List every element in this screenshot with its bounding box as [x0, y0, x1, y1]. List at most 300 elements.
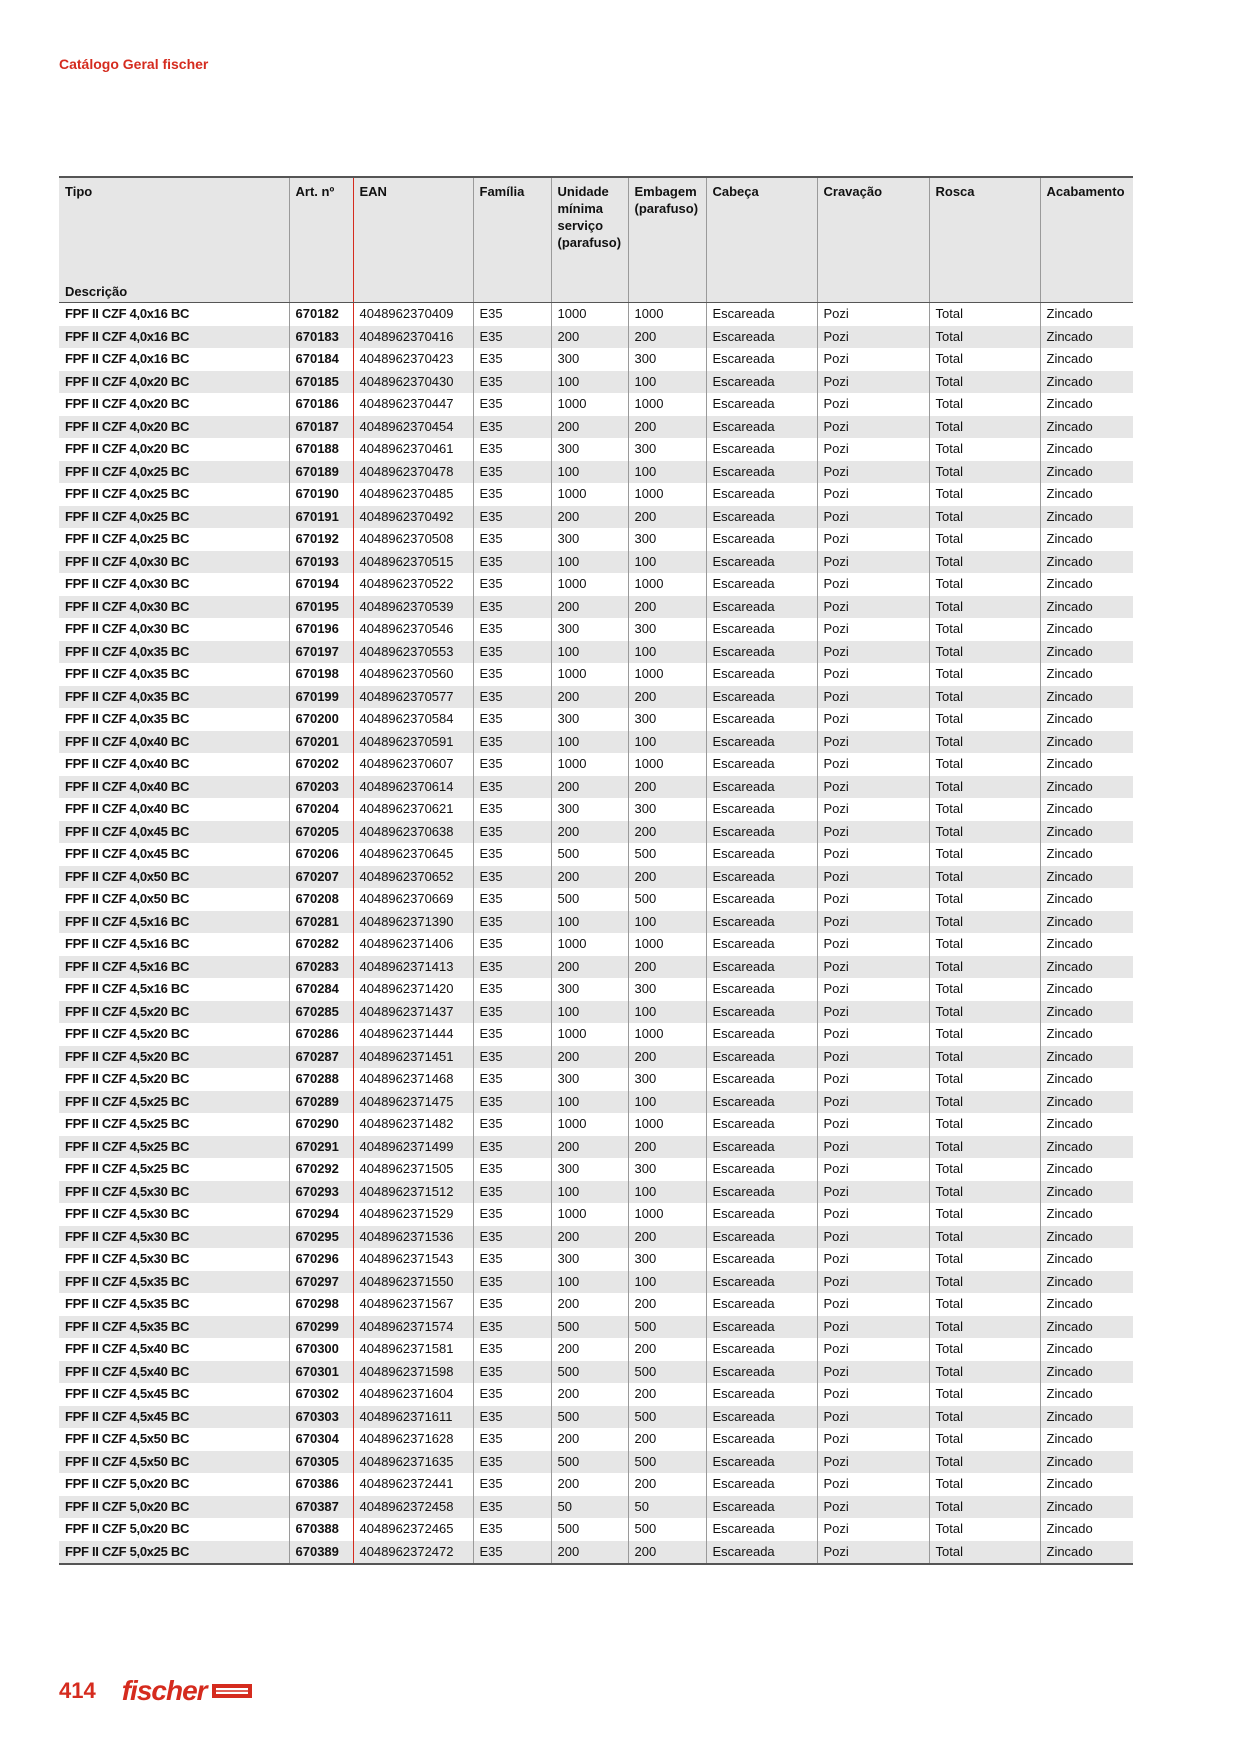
- cell-unidade: 200: [551, 1226, 628, 1249]
- table-row: [59, 776, 1133, 799]
- cell-unidade: 1000: [551, 933, 628, 956]
- cell-cabeca: Escareada: [706, 933, 817, 956]
- cell-familia: E35: [473, 776, 551, 799]
- cell-acabamento: Zincado: [1040, 933, 1133, 956]
- cell-cabeca: Escareada: [706, 303, 817, 326]
- cell-cravacao: Pozi: [817, 1113, 929, 1136]
- table-row: [59, 1068, 1133, 1091]
- cell-rosca: Total: [929, 1271, 1040, 1294]
- cell-acabamento: Zincado: [1040, 1091, 1133, 1114]
- column-header-embagem: Embagem (parafuso): [628, 177, 706, 303]
- cell-ean: 4048962370652: [353, 866, 473, 889]
- cell-cabeca: Escareada: [706, 956, 817, 979]
- cell-familia: E35: [473, 1001, 551, 1024]
- cell-art: 670205: [289, 821, 353, 844]
- cell-familia: E35: [473, 1181, 551, 1204]
- cell-ean: 4048962370492: [353, 506, 473, 529]
- cell-ean: 4048962371413: [353, 956, 473, 979]
- cell-embagem: 300: [628, 528, 706, 551]
- cell-familia: E35: [473, 326, 551, 349]
- cell-unidade: 1000: [551, 303, 628, 326]
- cell-unidade: 200: [551, 821, 628, 844]
- cell-embagem: 200: [628, 506, 706, 529]
- cell-cravacao: Pozi: [817, 1091, 929, 1114]
- cell-ean: 4048962371574: [353, 1316, 473, 1339]
- cell-familia: E35: [473, 1428, 551, 1451]
- cell-familia: E35: [473, 888, 551, 911]
- cell-familia: E35: [473, 1068, 551, 1091]
- table-row: [59, 1001, 1133, 1024]
- cell-cravacao: Pozi: [817, 1203, 929, 1226]
- cell-cravacao: Pozi: [817, 1248, 929, 1271]
- cell-art: 670294: [289, 1203, 353, 1226]
- cell-descricao: FPF II CZF 4,5x16 BC: [59, 911, 289, 934]
- cell-embagem: 200: [628, 1293, 706, 1316]
- cell-rosca: Total: [929, 1091, 1040, 1114]
- cell-acabamento: Zincado: [1040, 888, 1133, 911]
- cell-acabamento: Zincado: [1040, 798, 1133, 821]
- cell-descricao: FPF II CZF 4,0x35 BC: [65, 711, 190, 727]
- cell-familia: E35: [473, 1473, 551, 1496]
- table-row: [59, 1248, 1133, 1271]
- cell-art: 670387: [289, 1496, 353, 1519]
- cell-acabamento: Zincado: [1040, 393, 1133, 416]
- table-row: [59, 821, 1133, 844]
- cell-embagem: 200: [628, 1428, 706, 1451]
- table-row: [59, 663, 1133, 686]
- cell-cravacao: Pozi: [817, 416, 929, 439]
- cell-familia: E35: [473, 911, 551, 934]
- brand-logo: fischer: [121, 1675, 207, 1706]
- cell-embagem: 1000: [628, 303, 706, 326]
- cell-ean: 4048962371499: [353, 1136, 473, 1159]
- cell-cravacao: Pozi: [817, 348, 929, 371]
- cell-rosca: Total: [929, 866, 1040, 889]
- cell-ean: 4048962370515: [353, 551, 473, 574]
- cell-unidade: 200: [551, 1136, 628, 1159]
- cell-acabamento: Zincado: [1040, 1451, 1133, 1474]
- cell-familia: E35: [473, 506, 551, 529]
- cell-rosca: Total: [929, 506, 1040, 529]
- cell-art: 670295: [289, 1226, 353, 1249]
- cell-descricao: FPF II CZF 4,5x35 BC: [65, 1296, 190, 1312]
- cell-ean: 4048962371536: [353, 1226, 473, 1249]
- cell-descricao: FPF II CZF 4,0x30 BC: [65, 621, 190, 637]
- cell-familia: E35: [473, 1203, 551, 1226]
- cell-rosca: Total: [929, 1451, 1040, 1474]
- cell-rosca: Total: [929, 1338, 1040, 1361]
- cell-descricao: FPF II CZF 4,5x25 BC: [59, 1136, 289, 1159]
- cell-acabamento: Zincado: [1040, 1226, 1133, 1249]
- cell-descricao: FPF II CZF 4,0x25 BC: [59, 506, 289, 529]
- cell-cabeca: Escareada: [706, 663, 817, 686]
- cell-rosca: Total: [929, 1316, 1040, 1339]
- table-row: [59, 1091, 1133, 1114]
- cell-ean: 4048962370508: [353, 528, 473, 551]
- cell-art: 670195: [289, 596, 353, 619]
- cell-acabamento: Zincado: [1040, 326, 1133, 349]
- cell-rosca: Total: [929, 731, 1040, 754]
- cell-descricao: FPF II CZF 4,0x20 BC: [65, 441, 190, 457]
- cell-unidade: 200: [551, 956, 628, 979]
- cell-unidade: 500: [551, 1451, 628, 1474]
- cell-art: 670198: [289, 663, 353, 686]
- cell-cravacao: Pozi: [817, 776, 929, 799]
- table-row: [59, 1023, 1133, 1046]
- cell-ean: 4048962370478: [353, 461, 473, 484]
- cell-unidade: 100: [551, 1091, 628, 1114]
- cell-ean: 4048962370591: [353, 731, 473, 754]
- cell-embagem: 200: [628, 1541, 706, 1565]
- cell-cabeca: Escareada: [706, 618, 817, 641]
- cell-acabamento: Zincado: [1040, 1473, 1133, 1496]
- cell-unidade: 300: [551, 1158, 628, 1181]
- cell-acabamento: Zincado: [1040, 1271, 1133, 1294]
- cell-rosca: Total: [929, 1001, 1040, 1024]
- cell-descricao: FPF II CZF 4,0x30 BC: [65, 576, 190, 592]
- table-row: [59, 1406, 1133, 1429]
- cell-unidade: 300: [551, 978, 628, 1001]
- table-row: [59, 1293, 1133, 1316]
- cell-embagem: 300: [628, 348, 706, 371]
- cell-cabeca: Escareada: [706, 1203, 817, 1226]
- cell-rosca: Total: [929, 1136, 1040, 1159]
- cell-cabeca: Escareada: [706, 776, 817, 799]
- cell-art: 670289: [289, 1091, 353, 1114]
- cell-descricao: FPF II CZF 4,0x40 BC: [59, 731, 289, 754]
- cell-art: 670302: [289, 1383, 353, 1406]
- table-row: [59, 686, 1133, 709]
- cell-rosca: Total: [929, 483, 1040, 506]
- cell-unidade: 200: [551, 776, 628, 799]
- cell-familia: E35: [473, 528, 551, 551]
- cell-familia: E35: [473, 551, 551, 574]
- cell-familia: E35: [473, 438, 551, 461]
- cell-cravacao: Pozi: [817, 506, 929, 529]
- cell-descricao: FPF II CZF 4,5x45 BC: [65, 1386, 190, 1402]
- cell-acabamento: Zincado: [1040, 1338, 1133, 1361]
- cell-ean: 4048962370560: [353, 663, 473, 686]
- cell-acabamento: Zincado: [1040, 1136, 1133, 1159]
- cell-rosca: Total: [929, 978, 1040, 1001]
- cell-descricao: FPF II CZF 4,5x30 BC: [59, 1181, 289, 1204]
- cell-cabeca: Escareada: [706, 1406, 817, 1429]
- cell-cravacao: Pozi: [817, 573, 929, 596]
- cell-cravacao: Pozi: [817, 1023, 929, 1046]
- cell-cravacao: Pozi: [817, 911, 929, 934]
- cell-rosca: Total: [929, 1023, 1040, 1046]
- table-row: [59, 1428, 1133, 1451]
- cell-unidade: 100: [551, 641, 628, 664]
- cell-art: 670189: [289, 461, 353, 484]
- cell-ean: 4048962371444: [353, 1023, 473, 1046]
- table-row: [59, 1203, 1133, 1226]
- cell-ean: 4048962371550: [353, 1271, 473, 1294]
- cell-descricao: FPF II CZF 4,5x20 BC: [65, 1071, 190, 1087]
- cell-rosca: Total: [929, 1113, 1040, 1136]
- cell-ean: 4048962371451: [353, 1046, 473, 1069]
- cell-acabamento: Zincado: [1040, 686, 1133, 709]
- cell-unidade: 500: [551, 1518, 628, 1541]
- cell-cabeca: Escareada: [706, 1181, 817, 1204]
- cell-ean: 4048962371598: [353, 1361, 473, 1384]
- cell-art: 670287: [289, 1046, 353, 1069]
- cell-rosca: Total: [929, 1203, 1040, 1226]
- cell-art: 670283: [289, 956, 353, 979]
- cell-embagem: 200: [628, 416, 706, 439]
- cell-unidade: 200: [551, 866, 628, 889]
- table-row: [59, 1046, 1133, 1069]
- cell-embagem: 300: [628, 978, 706, 1001]
- cell-cabeca: Escareada: [706, 1248, 817, 1271]
- cell-ean: 4048962372441: [353, 1473, 473, 1496]
- cell-ean: 4048962370638: [353, 821, 473, 844]
- cell-cravacao: Pozi: [817, 686, 929, 709]
- cell-unidade: 100: [551, 911, 628, 934]
- column-header-rosca: Rosca: [929, 177, 1040, 303]
- cell-familia: E35: [473, 663, 551, 686]
- cell-art: 670188: [289, 438, 353, 461]
- cell-familia: E35: [473, 1271, 551, 1294]
- column-header-art: Art. nº: [289, 177, 353, 303]
- table-row: [59, 1181, 1133, 1204]
- cell-embagem: 1000: [628, 1113, 706, 1136]
- cell-cravacao: Pozi: [817, 1383, 929, 1406]
- cell-unidade: 200: [551, 686, 628, 709]
- cell-familia: E35: [473, 1316, 551, 1339]
- cell-cabeca: Escareada: [706, 1046, 817, 1069]
- cell-familia: E35: [473, 956, 551, 979]
- cell-familia: E35: [473, 303, 551, 326]
- cell-cabeca: Escareada: [706, 1158, 817, 1181]
- cell-acabamento: Zincado: [1040, 641, 1133, 664]
- cell-cabeca: Escareada: [706, 731, 817, 754]
- cell-cravacao: Pozi: [817, 1496, 929, 1519]
- cell-cabeca: Escareada: [706, 371, 817, 394]
- cell-cabeca: Escareada: [706, 483, 817, 506]
- cell-art: 670193: [289, 551, 353, 574]
- cell-embagem: 300: [628, 708, 706, 731]
- cell-unidade: 500: [551, 888, 628, 911]
- cell-ean: 4048962370416: [353, 326, 473, 349]
- cell-art: 670183: [289, 326, 353, 349]
- cell-embagem: 200: [628, 956, 706, 979]
- cell-descricao: FPF II CZF 4,0x16 BC: [59, 326, 289, 349]
- cell-cravacao: Pozi: [817, 1316, 929, 1339]
- table-row: [59, 1541, 1133, 1565]
- cell-ean: 4048962371635: [353, 1451, 473, 1474]
- cell-acabamento: Zincado: [1040, 731, 1133, 754]
- cell-cravacao: Pozi: [817, 1226, 929, 1249]
- table-row: [59, 798, 1133, 821]
- cell-acabamento: Zincado: [1040, 1428, 1133, 1451]
- cell-cravacao: Pozi: [817, 821, 929, 844]
- cell-familia: E35: [473, 348, 551, 371]
- cell-cravacao: Pozi: [817, 483, 929, 506]
- cell-unidade: 100: [551, 1271, 628, 1294]
- cell-rosca: Total: [929, 573, 1040, 596]
- cell-acabamento: Zincado: [1040, 618, 1133, 641]
- cell-descricao: FPF II CZF 4,5x50 BC: [65, 1431, 190, 1447]
- cell-cabeca: Escareada: [706, 416, 817, 439]
- cell-acabamento: Zincado: [1040, 1181, 1133, 1204]
- cell-familia: E35: [473, 821, 551, 844]
- cell-art: 670284: [289, 978, 353, 1001]
- cell-acabamento: Zincado: [1040, 1068, 1133, 1091]
- table-row: [59, 888, 1133, 911]
- cell-embagem: 300: [628, 1248, 706, 1271]
- cell-familia: E35: [473, 416, 551, 439]
- cell-ean: 4048962371505: [353, 1158, 473, 1181]
- cell-art: 670202: [289, 753, 353, 776]
- cell-rosca: Total: [929, 686, 1040, 709]
- cell-familia: E35: [473, 1406, 551, 1429]
- cell-art: 670194: [289, 573, 353, 596]
- cell-descricao: FPF II CZF 4,0x30 BC: [59, 551, 289, 574]
- cell-unidade: 200: [551, 506, 628, 529]
- cell-cabeca: Escareada: [706, 641, 817, 664]
- cell-ean: 4048962372472: [353, 1541, 473, 1565]
- table-row: [59, 933, 1133, 956]
- cell-rosca: Total: [929, 1181, 1040, 1204]
- cell-familia: E35: [473, 596, 551, 619]
- table-row: [59, 1451, 1133, 1474]
- cell-ean: 4048962370584: [353, 708, 473, 731]
- cell-familia: E35: [473, 1248, 551, 1271]
- table-row: [59, 371, 1133, 394]
- cell-ean: 4048962371482: [353, 1113, 473, 1136]
- cell-cravacao: Pozi: [817, 1406, 929, 1429]
- cell-rosca: Total: [929, 1496, 1040, 1519]
- cell-art: 670299: [289, 1316, 353, 1339]
- cell-rosca: Total: [929, 1158, 1040, 1181]
- cell-ean: 4048962370423: [353, 348, 473, 371]
- cell-unidade: 100: [551, 1001, 628, 1024]
- cell-rosca: Total: [929, 933, 1040, 956]
- cell-cabeca: Escareada: [706, 1361, 817, 1384]
- cell-acabamento: Zincado: [1040, 506, 1133, 529]
- cell-rosca: Total: [929, 1068, 1040, 1091]
- cell-cravacao: Pozi: [817, 1361, 929, 1384]
- table-row: [59, 978, 1133, 1001]
- cell-acabamento: Zincado: [1040, 776, 1133, 799]
- cell-unidade: 1000: [551, 483, 628, 506]
- cell-embagem: 200: [628, 1046, 706, 1069]
- cell-rosca: Total: [929, 371, 1040, 394]
- cell-ean: 4048962370539: [353, 596, 473, 619]
- cell-rosca: Total: [929, 663, 1040, 686]
- table-row: [59, 731, 1133, 754]
- cell-descricao: FPF II CZF 4,5x30 BC: [59, 1226, 289, 1249]
- cell-embagem: 200: [628, 596, 706, 619]
- cell-embagem: 200: [628, 776, 706, 799]
- cell-embagem: 200: [628, 1226, 706, 1249]
- cell-cravacao: Pozi: [817, 528, 929, 551]
- cell-embagem: 100: [628, 1001, 706, 1024]
- table-row: [59, 551, 1133, 574]
- table-row: [59, 393, 1133, 416]
- cell-unidade: 200: [551, 326, 628, 349]
- table-header: [59, 177, 1133, 303]
- cell-rosca: Total: [929, 1293, 1040, 1316]
- cell-familia: E35: [473, 1451, 551, 1474]
- cell-cravacao: Pozi: [817, 641, 929, 664]
- cell-embagem: 100: [628, 461, 706, 484]
- cell-cravacao: Pozi: [817, 461, 929, 484]
- cell-art: 670200: [289, 708, 353, 731]
- table-row: [59, 753, 1133, 776]
- cell-embagem: 200: [628, 326, 706, 349]
- table-row: [59, 708, 1133, 731]
- cell-cravacao: Pozi: [817, 1068, 929, 1091]
- cell-cabeca: Escareada: [706, 1496, 817, 1519]
- cell-familia: E35: [473, 1541, 551, 1565]
- cell-embagem: 1000: [628, 573, 706, 596]
- cell-familia: E35: [473, 1113, 551, 1136]
- cell-descricao: FPF II CZF 4,5x20 BC: [59, 1046, 289, 1069]
- cell-rosca: Total: [929, 1383, 1040, 1406]
- cell-unidade: 500: [551, 1316, 628, 1339]
- cell-unidade: 200: [551, 1383, 628, 1406]
- product-table: [59, 176, 1133, 1565]
- cell-art: 670191: [289, 506, 353, 529]
- cell-acabamento: Zincado: [1040, 573, 1133, 596]
- cell-rosca: Total: [929, 551, 1040, 574]
- cell-rosca: Total: [929, 393, 1040, 416]
- cell-art: 670298: [289, 1293, 353, 1316]
- cell-cravacao: Pozi: [817, 1518, 929, 1541]
- cell-embagem: 100: [628, 641, 706, 664]
- cell-ean: 4048962370447: [353, 393, 473, 416]
- cell-art: 670293: [289, 1181, 353, 1204]
- cell-art: 670286: [289, 1023, 353, 1046]
- cell-cravacao: Pozi: [817, 1428, 929, 1451]
- cell-descricao: FPF II CZF 4,5x20 BC: [59, 1001, 289, 1024]
- cell-rosca: Total: [929, 1226, 1040, 1249]
- cell-familia: E35: [473, 686, 551, 709]
- cell-familia: E35: [473, 1091, 551, 1114]
- table-row: [59, 1383, 1133, 1406]
- table-row: [59, 1316, 1133, 1339]
- cell-ean: 4048962370645: [353, 843, 473, 866]
- cell-rosca: Total: [929, 843, 1040, 866]
- cell-cravacao: Pozi: [817, 1001, 929, 1024]
- cell-acabamento: Zincado: [1040, 371, 1133, 394]
- cell-ean: 4048962371628: [353, 1428, 473, 1451]
- cell-acabamento: Zincado: [1040, 956, 1133, 979]
- cell-cabeca: Escareada: [706, 798, 817, 821]
- cell-art: 670297: [289, 1271, 353, 1294]
- cell-unidade: 1000: [551, 1023, 628, 1046]
- cell-art: 670300: [289, 1338, 353, 1361]
- cell-embagem: 200: [628, 686, 706, 709]
- cell-cabeca: Escareada: [706, 393, 817, 416]
- cell-unidade: 1000: [551, 573, 628, 596]
- cell-acabamento: Zincado: [1040, 1541, 1133, 1565]
- cell-cabeca: Escareada: [706, 596, 817, 619]
- cell-art: 670282: [289, 933, 353, 956]
- cell-acabamento: Zincado: [1040, 1046, 1133, 1069]
- cell-art: 670207: [289, 866, 353, 889]
- table-row: [59, 506, 1133, 529]
- cell-descricao: FPF II CZF 4,5x35 BC: [59, 1316, 289, 1339]
- cell-descricao: FPF II CZF 4,0x40 BC: [65, 801, 190, 817]
- cell-descricao: FPF II CZF 4,5x45 BC: [59, 1406, 289, 1429]
- cell-cravacao: Pozi: [817, 303, 929, 326]
- cell-cabeca: Escareada: [706, 573, 817, 596]
- cell-acabamento: Zincado: [1040, 416, 1133, 439]
- cell-rosca: Total: [929, 528, 1040, 551]
